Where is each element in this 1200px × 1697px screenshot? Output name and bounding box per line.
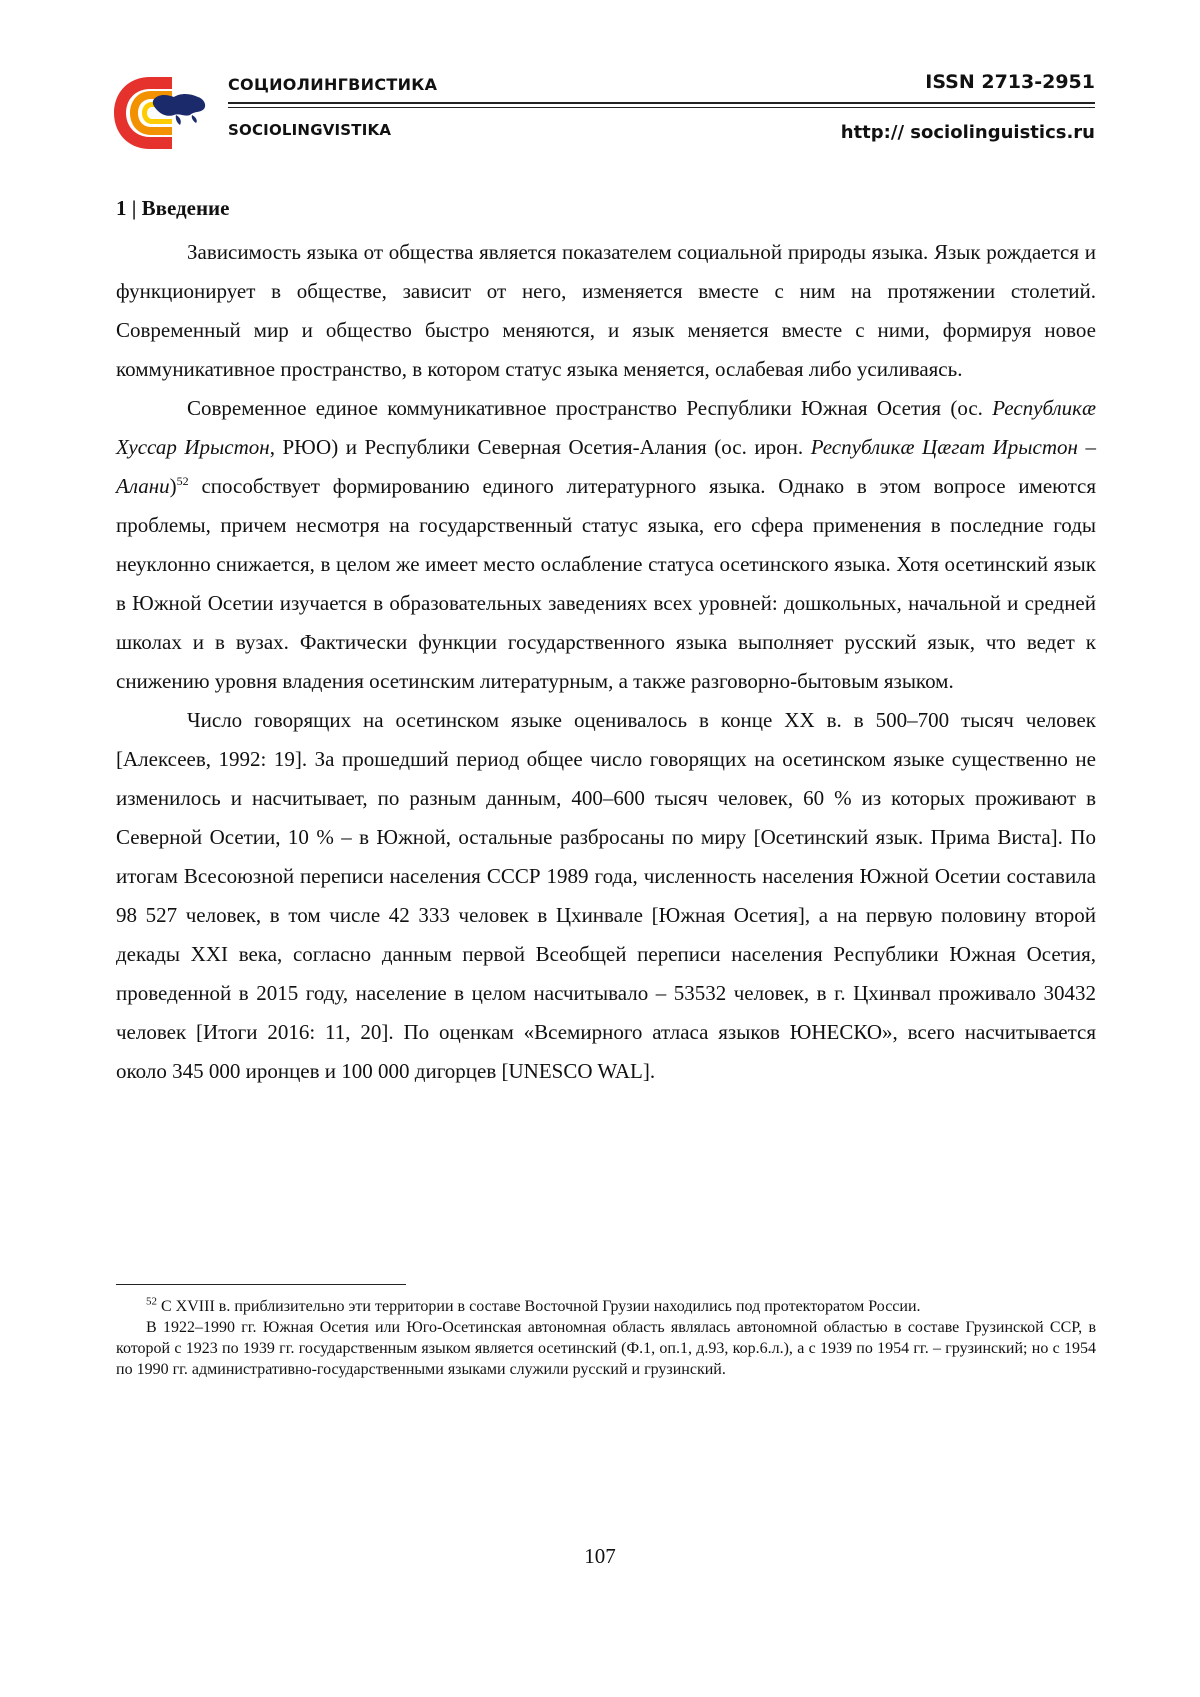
paragraph-3: Число говорящих на осетинском языке оценивалось в конце XX в. в 500–700 тысяч человек [Алексеев, 1992: 19]. За прошедший период общее число говорящих на осетинском языке существенно не изменилось и насчитывает, по разным данным, 400–600 тысяч человек, 60 % из которых проживают в Северной Осетии, 10 % – в Южной, остальные разбросаны по миру [Осетинский язык. Прима Виста]. По итогам Всесоюзной переписи населения СССР 1989 года, численность населения Южной Осетии составила 98 527 человек, в том числе 42 333 человек в Цхинвале [Южная Осетия], а на первую половину второй декады XXI века, согласно данным первой Всеобщей переписи населения Республики Южная Осетия, проведенной в 2015 году, население в целом насчитывало – 53532 человек, в г. Цхинвал проживало 30432 человек [Итоги 2016: 11, 20]. По оценкам «Всемирного атласа языков ЮНЕСКО», всего насчитывается около 345 000 иронцев и 100 000 дигорцев [UNESCO WAL].: [116, 708, 1096, 1083]
paragraph-2-text-e: ): [169, 474, 177, 498]
footnote-separator: [116, 1284, 406, 1285]
paragraph-1: Зависимость языка от общества является показателем социальной природы языка. Язык рождается и функционирует в обществе, зависит от него, изменяется вместе с ним на протяжении столетий. Современный мир и общество быстро меняются, и язык меняется вместе с ними, формируя новое коммуникативное пространство, в котором статус языка меняется, ослабевая либо усиливаясь.: [116, 240, 1096, 381]
paragraph-2-italic-south: Республикæ Хуссар Ирыстон: [116, 396, 1096, 459]
paragraph-2-text-f: способствует формированию единого литературного языка. Однако в этом вопросе имеются проблемы, причем несмотря на государственный статус языка, его сфера применения в последние годы неуклонно снижается, в целом же имеет место ослабление статуса осетинского языка. Хотя осетинский язык в Южной Осетии изучается в образовательных заведениях всех уровней: дошкольных, начальной и средней школах и в вузах. Фактически функции государственного языка выполняет русский язык, что ведет к снижению уровня владения осетинским литературным, а также разговорно-бытовым языком.: [116, 474, 1096, 693]
footnote-52: [116, 1296, 1096, 1380]
footnote-line-2: В 1922–1990 гг. Южная Осетия или Юго-Осетинская автономная область являлась автономной областью в составе Грузинской ССР, в которой с 1923 по 1939 гг. государственным языком является осетинский (Ф.1, оп.1, д.93, кор.6.л.), а с 1939 по 1954 гг. – грузинский; но с 1954 по 1990 гг. административно-государственными языками служили русский и грузинский.: [116, 1319, 1096, 1378]
paragraph-2: [116, 389, 1096, 701]
footnote-ref-52[interactable]: 52: [176, 474, 189, 488]
journal-header: [110, 66, 1095, 156]
article-body: [116, 196, 1096, 1091]
section-heading: 1 | Введение: [116, 196, 230, 220]
issn-number: ISSN 2713-2951: [925, 71, 1095, 93]
header-rule-thick: [228, 102, 1095, 104]
journal-title-ru: СОЦИОЛИНГВИСТИКА: [228, 75, 438, 94]
journal-title-en: SOCIOLINGVISTIKA: [228, 121, 392, 139]
paragraph-2-text-a: Современное единое коммуникативное пространство Республики Южная Осетия (ос.: [187, 396, 993, 420]
footnote-line-1: [116, 1296, 1096, 1317]
footnote-text-1: С XVIII в. приблизительно эти территории в составе Восточной Грузии находились под протекторатом России.: [157, 1298, 921, 1315]
footnote-number: 52: [146, 1295, 157, 1308]
header-rule-thin: [228, 107, 1095, 108]
paragraph-2-italic-north: Республикæ Цæгат Ирыстон – Алани: [116, 435, 1096, 498]
journal-url: http:// sociolinguistics.ru: [840, 122, 1095, 143]
page-number: 107: [584, 1544, 616, 1568]
journal-logo-icon: [110, 71, 210, 156]
paragraph-2-text-c: , РЮО) и Республики Северная Осетия-Алания (ос. ирон.: [269, 435, 811, 459]
